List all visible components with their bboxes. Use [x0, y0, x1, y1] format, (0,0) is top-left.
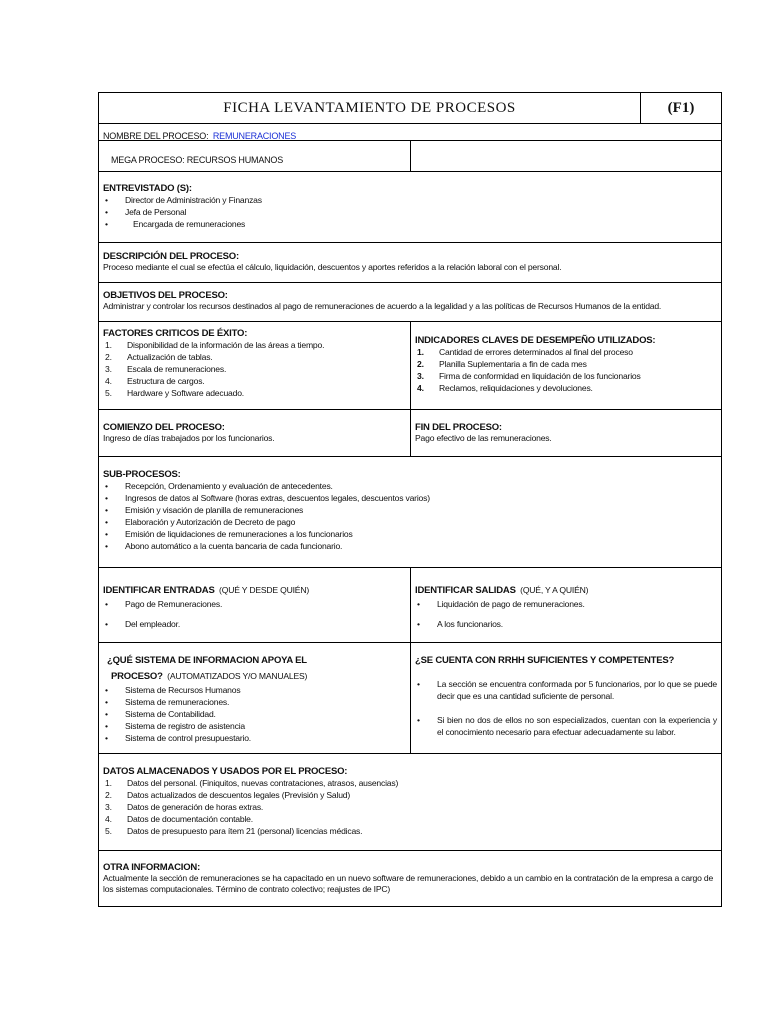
list-item: • Abono automático a la cuenta bancaria de cada funcionario. — [105, 541, 343, 551]
form-code: (F1) — [667, 99, 695, 116]
list-item: 3. Datos de generación de horas extras. — [105, 802, 264, 812]
comienzo-text: Ingreso de días trabajados por los funcionarios. — [103, 433, 275, 443]
sistema-section — [99, 643, 411, 753]
objetivos-section — [99, 283, 721, 322]
indicadores-section — [411, 322, 721, 409]
salidas-note: (QUÉ, Y A QUIÉN) — [520, 585, 589, 595]
form-title: FICHA LEVANTAMIENTO DE PROCESOS — [99, 93, 641, 123]
entradas-section — [99, 568, 411, 642]
subprocesos-section — [99, 457, 721, 568]
entrevistado-label: ENTREVISTADO (S): — [103, 183, 192, 194]
fin-text: Pago efectivo de las remuneraciones. — [415, 433, 552, 443]
list-item: 3. Escala de remuneraciones. — [105, 364, 227, 374]
sistema-rrhh-row — [99, 643, 721, 754]
list-item: • Sistema de registro de asistencia — [105, 721, 245, 731]
descripcion-section — [99, 243, 721, 283]
list-item: • Sistema de remuneraciones. — [105, 697, 230, 707]
sistema-label: ¿QUÉ SISTEMA DE INFORMACION APOYA EL — [107, 655, 307, 666]
objetivos-text: Administrar y controlar los recursos destinados al pago de remuneraciones de acuerdo a la legalidad y a las políticas de Recursos Humanos de la entidad. — [103, 301, 662, 311]
comienzo-label: COMIENZO DEL PROCESO: — [103, 422, 225, 433]
salidas-label: IDENTIFICAR SALIDAS — [415, 585, 516, 596]
entradas-note: (QUÉ Y DESDE QUIÉN) — [219, 585, 310, 595]
rrhh-label: ¿SE CUENTA CON RRHH SUFICIENTES Y COMPETENTES? — [415, 655, 675, 666]
factores-section — [99, 322, 411, 409]
list-item: 4. Reclamos, reliquidaciones y devoluciones. — [417, 383, 593, 393]
otra-label: OTRA INFORMACION: — [103, 862, 201, 873]
objetivos-label: OBJETIVOS DEL PROCESO: — [103, 290, 228, 301]
list-item: 1. Cantidad de errores determinados al final del proceso — [417, 347, 633, 357]
mega-process-row — [99, 141, 721, 172]
indicadores-label: INDICADORES CLAVES DE DESEMPEÑO UTILIZADOS: — [415, 335, 656, 346]
form-header — [99, 93, 721, 124]
list-item: • Jefa de Personal — [105, 207, 187, 217]
list-item: • Sistema de Contabilidad. — [105, 709, 216, 719]
list-item: • Recepción, Ordenamiento y evaluación de antecedentes. — [105, 481, 333, 491]
datos-label: DATOS ALMACENADOS Y USADOS POR EL PROCESO: — [103, 766, 348, 777]
list-item: • La sección se encuentra conformada por 5 funcionarios, por lo que se puede decir que es una cantidad suficiente de personal. — [417, 679, 717, 701]
list-item: • Emisión de liquidaciones de remuneraciones a los funcionarios — [105, 529, 353, 539]
list-item: 2. Datos actualizados de descuentos legales (Previsión y Salud) — [105, 790, 351, 800]
list-item: 3. Firma de conformidad en liquidación de los funcionarios — [417, 371, 641, 381]
descripcion-label: DESCRIPCIÓN DEL PROCESO: — [103, 251, 239, 262]
list-item: 5. Datos de presupuesto para ítem 21 (personal) licencias médicas. — [105, 826, 363, 836]
subprocesos-label: SUB-PROCESOS: — [103, 469, 181, 480]
list-item: • Sistema de Recursos Humanos — [105, 685, 241, 695]
comienzo-section — [99, 410, 411, 456]
process-name-label: NOMBRE DEL PROCESO: — [103, 131, 209, 141]
list-item: • Pago de Remuneraciones. — [105, 599, 223, 609]
mega-process-value — [411, 141, 721, 171]
list-item: 1. Disponibilidad de la información de las áreas a tiempo. — [105, 340, 325, 350]
process-form — [98, 92, 722, 907]
list-item: 1. Datos del personal. (Finiquitos, nuevas contrataciones, atrasos, ausencias) — [105, 778, 399, 788]
entradas-salidas-row — [99, 568, 721, 643]
fin-label: FIN DEL PROCESO: — [415, 422, 502, 433]
sistema-label-2: PROCESO? — [111, 671, 163, 682]
factores-label: FACTORES CRITICOS DE ÉXITO: — [103, 328, 248, 339]
entrevistado-section — [99, 172, 721, 243]
list-item: • Del empleador. — [105, 619, 181, 629]
list-item: 4. Datos de documentación contable. — [105, 814, 253, 824]
sistema-note: (AUTOMATIZADOS Y/O MANUALES) — [167, 671, 308, 681]
fin-section — [411, 410, 721, 456]
list-item: • Director de Administración y Finanzas — [105, 195, 262, 205]
list-item: • Sistema de control presupuestario. — [105, 733, 251, 743]
list-item: • Ingresos de datos al Software (horas extras, descuentos legales, descuentos varios) — [105, 493, 430, 503]
otra-text: Actualmente la sección de remuneraciones se ha capacitado en un nuevo software de remuneraciones, debido a un cambio en la contratación de la empresa a cargo de los sistemas computacionales. Término de contrato colectivo; reajustes de IPC) — [103, 873, 714, 894]
entradas-label: IDENTIFICAR ENTRADAS — [103, 585, 215, 596]
list-item: 2. Planilla Suplementaria a fin de cada mes — [417, 359, 587, 369]
mega-process-label: MEGA PROCESO: RECURSOS HUMANOS — [111, 155, 284, 165]
list-item: 4. Estructura de cargos. — [105, 376, 205, 386]
list-item: • Liquidación de pago de remuneraciones. — [417, 599, 585, 609]
process-name-row — [99, 124, 721, 141]
list-item: • A los funcionarios. — [417, 619, 503, 629]
list-item: • Emisión y visación de planilla de remuneraciones — [105, 505, 304, 515]
process-name-value: REMUNERACIONES — [212, 131, 297, 141]
factores-indicadores-row — [99, 322, 721, 410]
salidas-section — [411, 568, 721, 642]
list-item: • Elaboración y Autorización de Decreto de pago — [105, 517, 296, 527]
list-item: • Si bien no dos de ellos no son especializados, cuentan con la experiencia y el conocimiento necesario para efectuar adecuadamente su labor. — [417, 715, 717, 737]
list-item: 5. Hardware y Software adecuado. — [105, 388, 244, 398]
list-item: • Encargada de remuneraciones — [105, 219, 246, 229]
otra-informacion-section — [99, 851, 721, 907]
datos-section — [99, 754, 721, 851]
comienzo-fin-row — [99, 410, 721, 457]
rrhh-section — [411, 643, 721, 753]
descripcion-text: Proceso mediante el cual se efectúa el cálculo, liquidación, descuentos y aportes referidos a la relación laboral con el personal. — [103, 262, 562, 272]
list-item: 2. Actualización de tablas. — [105, 352, 213, 362]
